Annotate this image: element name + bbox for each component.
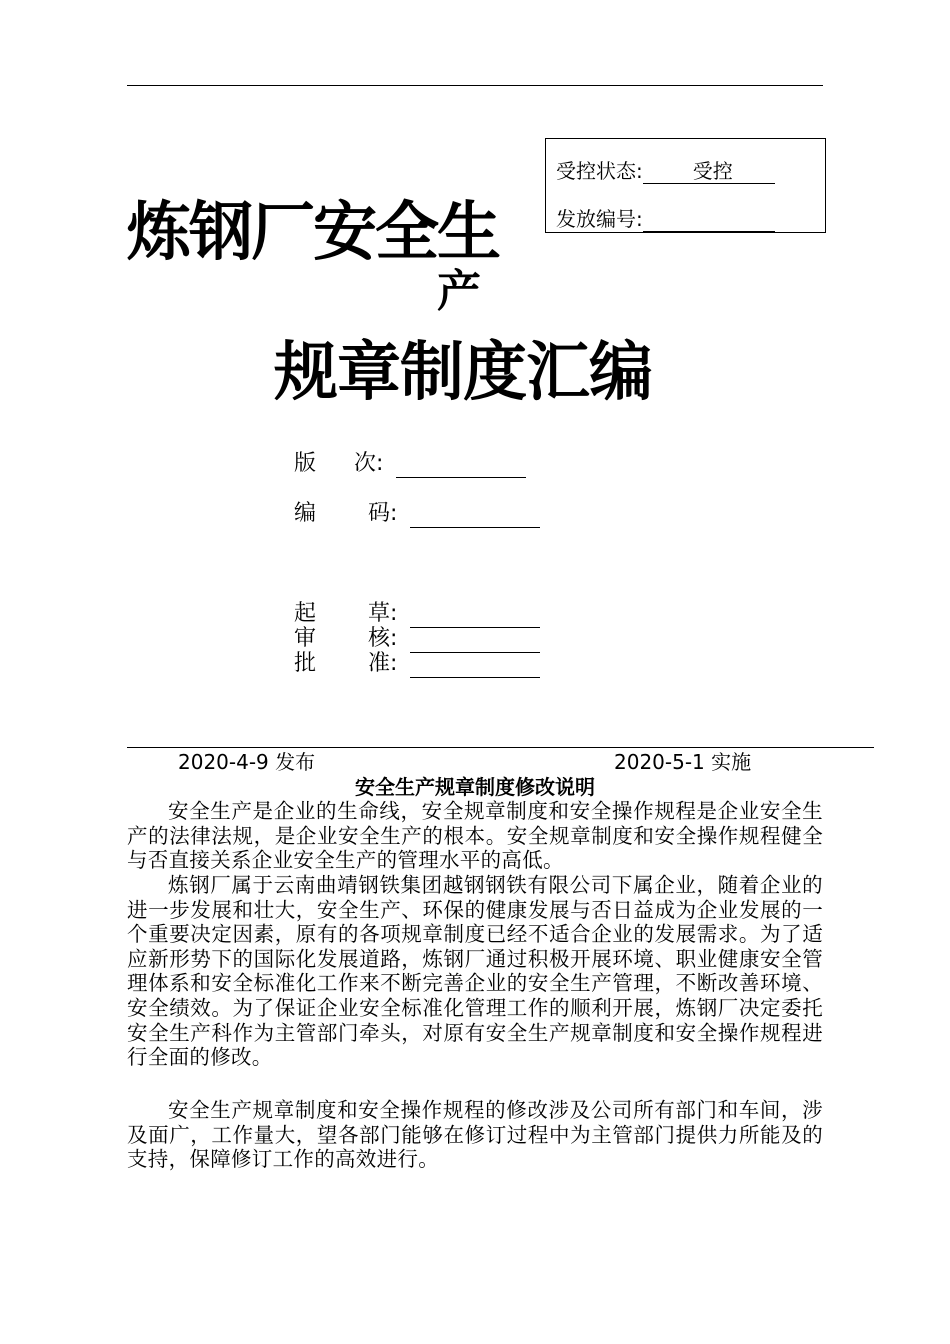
implement-date: 2020-5-1 实施 <box>614 750 752 774</box>
field-draft: 起 草: <box>294 600 540 628</box>
field-approve: 批 准: <box>294 650 540 678</box>
field-version-blank <box>396 457 526 478</box>
notes-paragraph-2: 炼钢厂属于云南曲靖钢铁集团越钢钢铁有限公司下属企业，随着企业的进一步发展和壮大，安全生产、环保的健康发展与否日益成为企业发展的一个重要决定因素，原有的各项规章制度已经不适合企业的发展需求。为了适应新形势下的国际化发展道路，炼钢厂通过积极开展环境、职业健康安全管理体系和安全标准化工作来不断完善企业的安全生产管理，不断改善环境、安全绩效。为了保证企业安全标准化管理工作的顺利开展，炼钢厂决定委托安全生产科作为主管部门牵头，对原有安全生产规章制度和安全操作规程进行全面的修改。 <box>127 873 823 1070</box>
control-number-blank <box>643 207 775 232</box>
field-code: 编 码: <box>294 500 540 528</box>
control-number-row <box>556 203 775 232</box>
notes-paragraph-1: 安全生产是企业的生命线，安全规章制度和安全操作规程是企业安全生产的法律法规，是企业安全生产的根本。安全规章制度和安全操作规程健全与否直接关系企业安全生产的管理水平的高低。 <box>127 799 823 873</box>
field-approve-blank <box>410 657 540 678</box>
field-code-blank <box>410 507 540 528</box>
doc-title-line2: 产 <box>437 266 481 317</box>
control-status-value: 受控 <box>643 159 775 184</box>
field-review: 审 核: <box>294 625 540 653</box>
doc-title-line3: 规章制度汇编 <box>274 336 652 410</box>
header-rule <box>127 85 823 86</box>
control-status-label: 受控状态: <box>556 159 643 183</box>
footer-rule <box>127 747 874 748</box>
control-number-label: 发放编号: <box>556 207 643 231</box>
control-status-row <box>556 155 775 184</box>
control-status-box <box>545 138 826 233</box>
notes-title: 安全生产规章制度修改说明 <box>355 775 595 799</box>
publish-date: 2020-4-9 发布 <box>178 750 316 774</box>
doc-title-line1: 炼钢厂安全生 <box>127 196 499 270</box>
field-version: 版 次: <box>294 450 526 478</box>
notes-paragraph-3: 安全生产规章制度和安全操作规程的修改涉及公司所有部门和车间，涉及面广，工作量大，望各部门能够在修订过程中为主管部门提供力所能及的支持，保障修订工作的高效进行。 <box>127 1098 823 1172</box>
